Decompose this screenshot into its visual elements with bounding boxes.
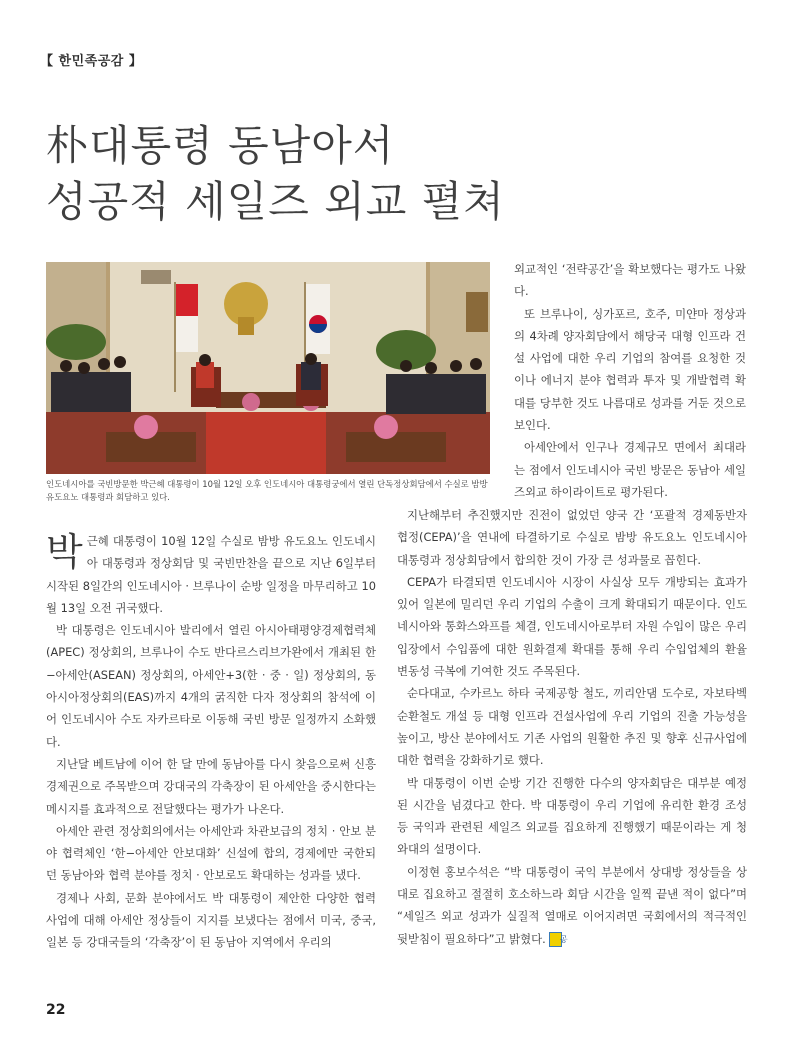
paragraph [397,861,747,950]
paragraph: 경제나 사회, 문화 분야에서도 박 대통령이 제안한 다양한 협력 사업에 대해 아세안 정상들이 지지를 보냈다는 점에서 미국, 중국, 일본 등 강대국들의 ‘각축장’이 된 동남아 지역에서 우리의 [46,890,376,950]
article-column-right-top [514,258,746,503]
paragraph: 아세안에서 인구나 경제규모 면에서 최대라는 점에서 인도네시아 국빈 방문은 동남아 세일즈외교 하이라이트로 평가된다. [514,440,746,499]
article-title [46,118,746,230]
paragraph: 지난해부터 추진했지만 진전이 없었던 양국 간 ‘포괄적 경제동반자 협정(CEPA)’을 연내에 타결하기로 수실로 밤방 유도요노 인도네시아 대통령과 정상회담에서 합의한 것이 가장 큰 성과물로 꼽힌다. [397,508,747,567]
end-mark-icon: 공 [549,932,562,947]
closing-paragraph-text: 이정현 홍보수석은 “박 대통령이 국익 부분에서 상대방 정상들을 상대로 집요하고 절절히 호소하느라 회담 시간을 일찍 끝낸 적이 없다”며 “세일즈 외교 성과가 실질적 열매로 이어지려면 국회에서의 적극적인 뒷받침이 필요하다”고 밝혔다. [397,864,747,946]
article-column-left [46,530,376,954]
drop-cap: 박 [46,530,83,574]
article-column-right [397,504,747,950]
paragraph: 순다대교, 수카르노 하타 국제공항 철도, 끼리안댐 도수로, 자보타벡 순환철도 개설 등 대형 인프라 건설사업에 우리 기업의 진출 가능성을 높이고, 방산 분야에서도 기존 사업의 원활한 추진 및 향후 신규사업에 대한 협력을 강화하기로 했다. [397,686,747,768]
page-number: 22 [46,1002,66,1018]
paragraph: 박 대통령이 이번 순방 기간 진행한 다수의 양자회담은 대부분 예정된 시간을 넘겼다고 한다. 박 대통령이 우리 기업에 유리한 환경 조성 등 국익과 관련된 세일즈 외교를 집요하게 진행했기 때문이라는 게 청와대의 설명이다. [397,775,747,857]
paragraph: 박 대통령은 인도네시아 발리에서 열린 아시아태평양경제협력체(APEC) 정상회의, 브루나이 수도 반다르스리브가완에서 개최된 한−아세안(ASEAN) 정상회의, 아세안+3(한 · 중 · 일) 정상회의, 동아시아정상회의(EAS)까지 4개의 굵직한 다자 정상회의 참석에 이어 인도네시아 수도 자카르타로 이동해 국빈 방문 일정까지 소화했다. [46,623,376,749]
article-title-line-1: 朴대통령 동남아서 [46,121,395,170]
lead-paragraph [46,530,376,619]
article-photo [46,262,490,474]
paragraph: 아세안 관련 정상회의에서는 아세안과 차관보급의 정치 · 안보 분야 협력체인 ‘한−아세안 안보대화’ 신설에 합의, 경제에만 국한되던 동남아와 협력 분야를 정치 · 안보로도 확대하는 성과를 냈다. [46,823,376,883]
summit-meeting-photo [46,262,490,474]
paragraph: 또 브루나이, 싱가포르, 호주, 미얀마 정상과의 4차례 양자회담에서 해당국 대형 인프라 건설 사업에 대한 우리 기업의 참여를 요청한 것이나 에너지 분야 협력과 투자 및 개발협력 확대를 당부한 것도 나름대로 성과를 거둔 것으로 보인다. [514,306,746,433]
article-title-line-2: 성공적 세일즈 외교 펼쳐 [46,177,505,226]
section-tag: 【 한민족공감 】 [40,54,143,69]
lead-paragraph-text: 근혜 대통령이 10월 12일 수실로 밤방 유도요노 인도네시아 대통령과 정상회담 및 국빈만찬을 끝으로 지난 6일부터 시작된 8일간의 인도네시아 · 브루나이 순방 일정을 마무리하고 10월 13일 오전 귀국했다. [46,534,376,615]
paragraph: 지난달 베트남에 이어 한 달 만에 동남아를 다시 찾음으로써 신흥경제권으로 주목받으며 강대국의 각축장이 된 아세안을 중시한다는 메시지를 효과적으로 전달했다는 평가가 나온다. [46,756,376,816]
paragraph: 외교적인 ‘전략공간’을 확보했다는 평가도 나왔다. [514,262,746,299]
paragraph: CEPA가 타결되면 인도네시아 시장이 사실상 모두 개방되는 효과가 있어 일본에 밀리던 우리 기업의 수출이 크게 확대되기 때문이다. 인도네시아와 통화스와프를 체결, 인도네시아로부터 자원 수입이 많은 우리 입장에서 수입품에 대한 원화결제 확대를 통해 우리 수입업체의 환율 변동성 극복에 기여한 것도 주목된다. [397,574,747,679]
photo-caption: 인도네시아를 국빈방문한 박근혜 대통령이 10월 12일 오후 인도네시아 대통령궁에서 열린 단독정상회담에서 수실로 밤방 유도요노 대통령과 회담하고 있다. [46,479,488,502]
